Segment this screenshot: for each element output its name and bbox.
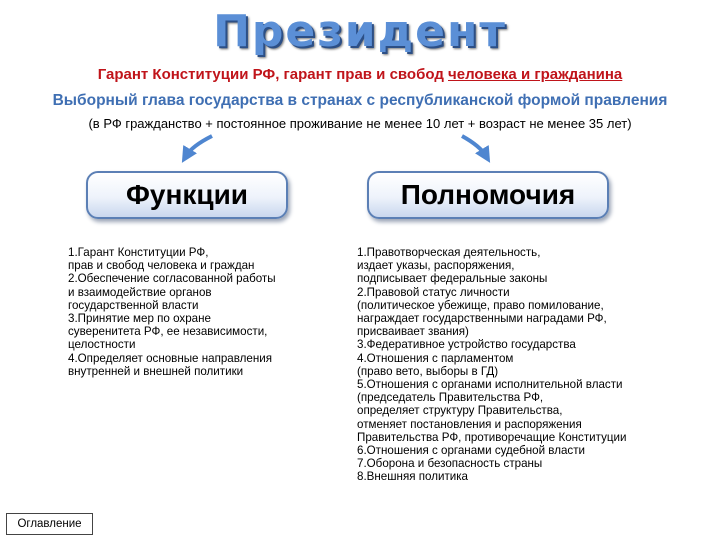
powers-line: 8.Внешняя политика	[357, 470, 469, 484]
functions-line: и взаимодействие органов	[68, 285, 212, 299]
functions-label: Функции	[125, 179, 249, 210]
powers-label: Полномочия	[400, 179, 576, 210]
powers-line: (право вето, выборы в ГД)	[357, 364, 499, 378]
page-title: Президент	[213, 6, 507, 57]
guarantor-subtitle-underlined: человека и гражданина	[448, 66, 623, 83]
powers-line: определяет структуру Правительства,	[357, 404, 563, 418]
powers-line: 2.Правовой статус личности	[357, 285, 510, 299]
powers-line: (председатель Правительства РФ,	[357, 391, 544, 405]
powers-line: награждает государственными наградами РФ,	[357, 312, 607, 326]
connector-arrows	[0, 0, 720, 180]
powers-line: отменяет постановления и распоряжения	[357, 417, 582, 431]
functions-line: прав и свобод человека и граждан	[68, 259, 255, 273]
functions-line: 2.Обеспечение согласованной работы	[68, 272, 276, 286]
powers-line: подписывает федеральные законы	[357, 272, 548, 286]
functions-line: целостности	[68, 338, 136, 352]
powers-line: 4.Отношения с парламентом	[357, 351, 514, 365]
powers-box	[367, 171, 609, 219]
powers-line: Правительства РФ, противоречащие Конституции	[357, 430, 627, 444]
right-arrow	[462, 136, 486, 156]
left-arrow	[186, 136, 212, 156]
powers-line: 3.Федеративное устройство государства	[357, 338, 576, 352]
functions-box	[86, 171, 288, 219]
powers-line: 6.Отношения с органами судебной власти	[357, 444, 585, 458]
powers-line: 5.Отношения с органами исполнительной власти	[357, 378, 623, 392]
definition-subtitle: Выборный глава государства в странах с республиканской формой правления	[52, 92, 668, 109]
guarantor-subtitle-text: Гарант Конституции РФ, гарант прав и свобод	[97, 66, 449, 83]
functions-line: внутренней и внешней политики	[68, 364, 244, 378]
table-of-contents-button[interactable]: Оглавление	[6, 513, 93, 535]
requirements-note: (в РФ гражданство + постоянное проживание не менее 10 лет + возраст не менее 35 лет)	[88, 116, 632, 131]
powers-line: (политическое убежище, право помилование,	[357, 298, 604, 312]
powers-line: 1.Правотворческая деятельность,	[357, 246, 541, 259]
functions-line: 4.Определяет основные направления	[68, 351, 273, 365]
functions-line: суверенитета РФ, ее независимости,	[68, 325, 268, 339]
functions-line: 1.Гарант Конституции РФ,	[68, 246, 209, 259]
powers-line: присваивает звания)	[357, 325, 469, 339]
powers-line: издает указы, распоряжения,	[357, 259, 515, 273]
functions-line: 3.Принятие мер по охране	[68, 312, 211, 326]
functions-list	[68, 246, 338, 378]
powers-list	[357, 246, 687, 484]
functions-line: государственной власти	[68, 298, 199, 312]
powers-line: 7.Оборона и безопасность страны	[357, 457, 543, 471]
